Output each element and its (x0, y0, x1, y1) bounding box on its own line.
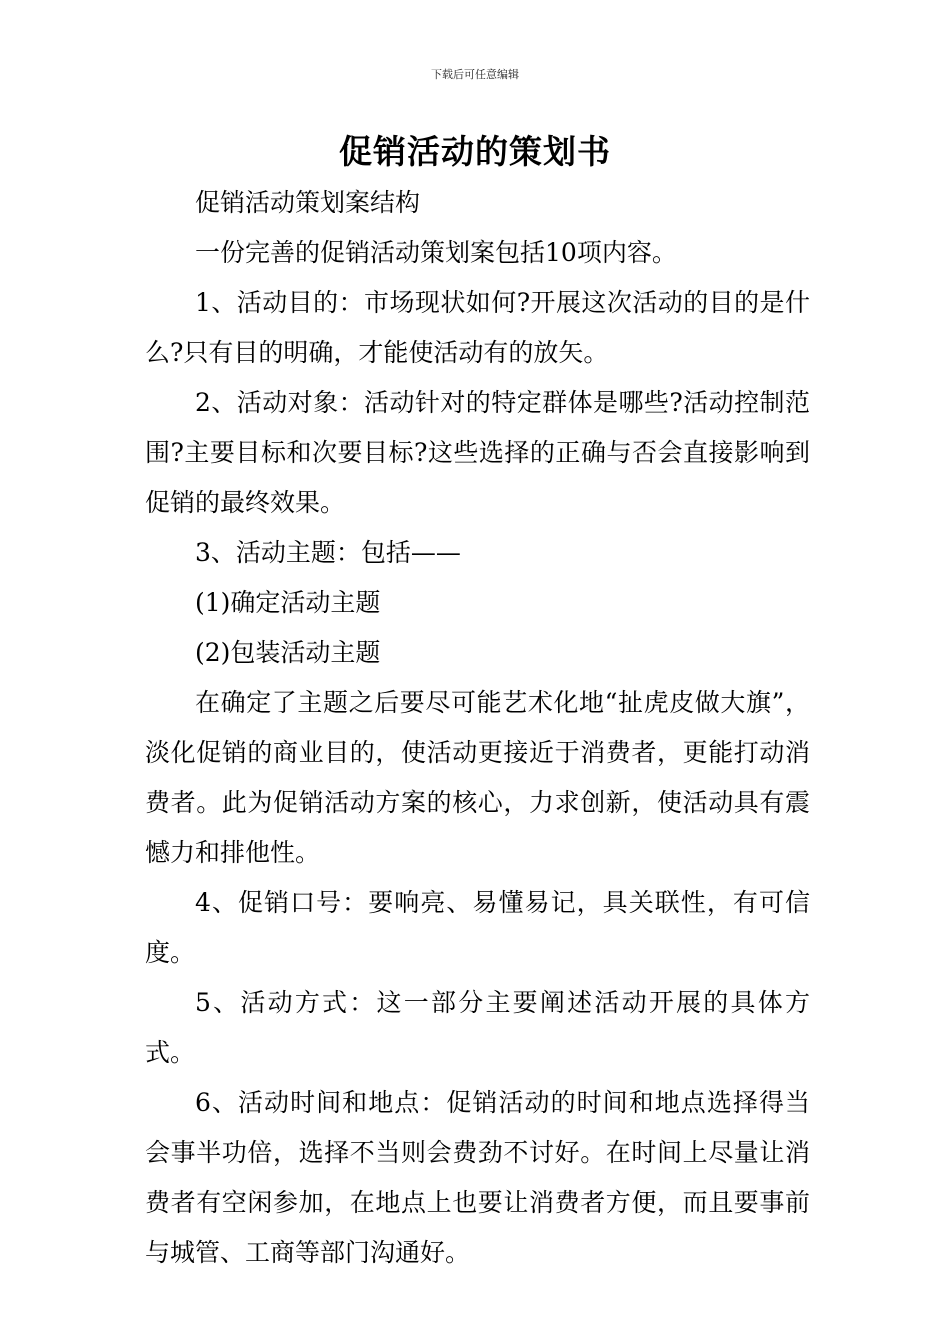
item-2-paragraph: 2、活动对象：活动针对的特定群体是哪些?活动控制范围?主要目标和次要目标?这些选择的正确与否会直接影响到促销的最终效果。 (145, 388, 810, 517)
theme-paragraph: 在确定了主题之后要尽可能艺术化地“扯虎皮做大旗”，淡化促销的商业目的，使活动更接近于消费者，更能打动消费者。此为促销活动方案的核心，力求创新，使活动具有震憾力和排他性。 (145, 688, 810, 867)
item-5-paragraph: 5、活动方式：这一部分主要阐述活动开展的具体方式。 (145, 988, 810, 1067)
item-6-paragraph: 6、活动时间和地点：促销活动的时间和地点选择得当会事半功倍，选择不当则会费劲不讨好。在时间上尽量让消费者有空闲参加，在地点上也要让消费者方便，而且要事前与城管、工商等部门沟通好。 (145, 1088, 810, 1267)
intro-paragraph: 一份完善的促销活动策划案包括10项内容。 (195, 238, 677, 267)
sub-item-2: (2)包装活动主题 (195, 638, 381, 667)
item-1-paragraph: 1、活动目的：市场现状如何?开展这次活动的目的是什么?只有目的明确，才能使活动有的放矢。 (145, 288, 810, 367)
item-3-paragraph: 3、活动主题：包括—— (195, 538, 461, 567)
sub-item-1: (1)确定活动主题 (195, 588, 381, 617)
section-heading: 促销活动策划案结构 (195, 188, 421, 217)
page-header-note: 下载后可任意编辑 (431, 68, 519, 81)
item-4-paragraph: 4、促销口号：要响亮、易懂易记，具关联性，有可信度。 (145, 888, 810, 967)
document-title: 促销活动的策划书 (339, 132, 611, 171)
document-body (145, 178, 810, 1278)
